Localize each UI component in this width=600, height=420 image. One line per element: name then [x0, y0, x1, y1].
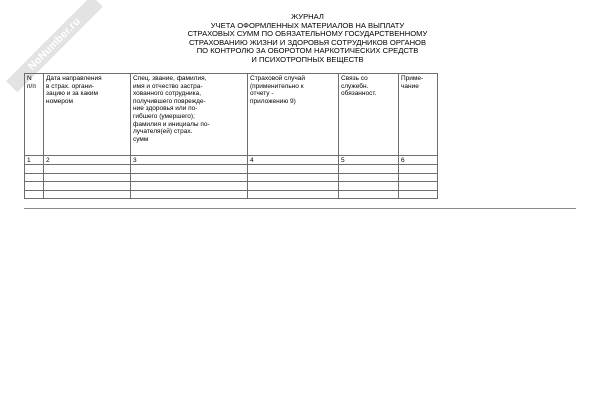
table-cell	[25, 190, 44, 199]
table-cell	[339, 182, 399, 191]
column-number: 3	[131, 156, 248, 165]
table-cell	[399, 165, 438, 174]
table-cell	[25, 182, 44, 191]
table-cell	[399, 190, 438, 199]
header-cell-duty-relation: Связь со служебн. обязанност.	[339, 74, 399, 156]
table-cell	[131, 173, 248, 182]
table-cell	[399, 173, 438, 182]
watermark: NoNumber.ru	[6, 0, 103, 92]
table-cell	[131, 165, 248, 174]
table-cell	[44, 190, 131, 199]
table-cell	[131, 190, 248, 199]
table-cell	[248, 190, 339, 199]
table-cell	[248, 173, 339, 182]
column-number: 4	[248, 156, 339, 165]
header-cell-date: Дата направления в страх. органи- зацию и за каким номером	[44, 74, 131, 156]
header-cell-employee: Спец. звание, фамилия, имя и отчество застра- хованного сотрудника, получившего поврежде- ние здоровья или по- гибшего (умершего); фамилия и инициалы по- лучателя(ей) страх. сумм	[131, 74, 248, 156]
table-cell	[339, 173, 399, 182]
table-cell	[339, 165, 399, 174]
table-cell	[25, 173, 44, 182]
table-cell	[44, 182, 131, 191]
table-cell	[339, 190, 399, 199]
table-cell	[44, 165, 131, 174]
table-row	[25, 182, 438, 191]
header-cell-note: Приме- чание	[399, 74, 438, 156]
header-cell-insurance-case: Страховой случай (применительно к отчету - приложению 9)	[248, 74, 339, 156]
column-number: 6	[399, 156, 438, 165]
table-cell	[399, 182, 438, 191]
column-number: 1	[25, 156, 44, 165]
column-number: 5	[339, 156, 399, 165]
table-row	[25, 190, 438, 199]
column-number: 2	[44, 156, 131, 165]
table-cell	[25, 165, 44, 174]
table-cell	[44, 173, 131, 182]
header-cell-number: N п/п	[25, 74, 44, 156]
table-cell	[248, 165, 339, 174]
horizontal-rule	[24, 208, 576, 209]
table-row	[25, 173, 438, 182]
journal-table	[24, 73, 438, 199]
table-cell	[131, 182, 248, 191]
table-row	[25, 165, 438, 174]
table-cell	[248, 182, 339, 191]
journal-title: ЖУРНАЛ УЧЕТА ОФОРМЛЕННЫХ МАТЕРИАЛОВ НА ВЫПЛАТУ СТРАХОВЫХ СУММ ПО ОБЯЗАТЕЛЬНОМУ ГОСУДАРСТВЕННОМУ СТРАХОВАНИЮ ЖИЗНИ И ЗДОРОВЬЯ СОТРУДНИКОВ ОРГАНОВ ПО КОНТРОЛЮ ЗА ОБОРОТОМ НАРКОТИЧЕСКИХ СРЕДСТВ И ПСИХОТРОПНЫХ ВЕЩЕСТВ	[187, 12, 428, 64]
column-number-row	[25, 156, 438, 165]
table-header-row	[25, 74, 438, 156]
